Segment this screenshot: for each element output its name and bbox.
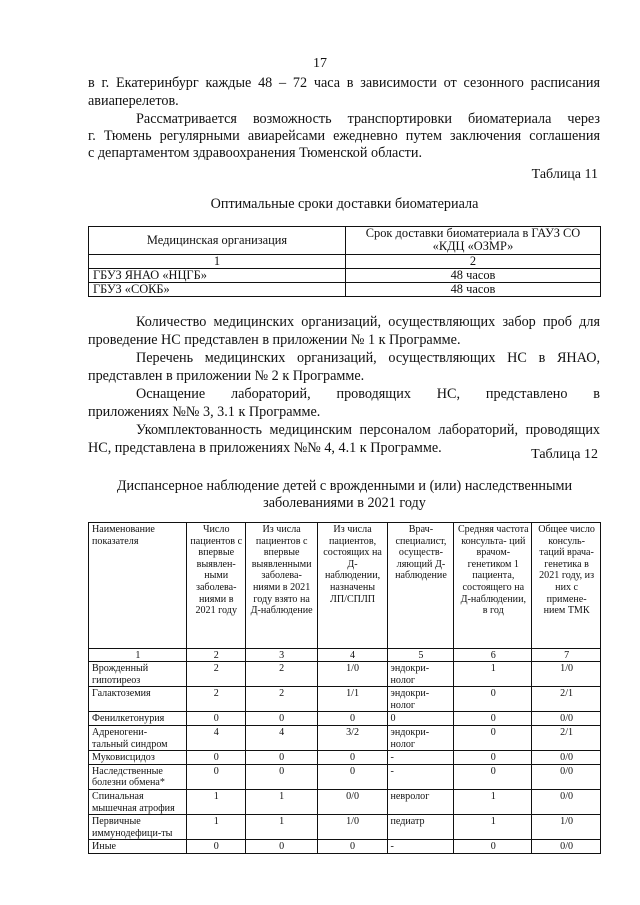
table-cell: 0	[454, 725, 532, 750]
table-cell: Врожденный гипотиреоз	[89, 662, 187, 687]
paragraph-line: проведение НС представлен в приложении № 1 к Программе.	[88, 332, 461, 348]
table-header-row	[89, 227, 601, 255]
table-cell: 3/2	[317, 725, 387, 750]
table-cell: 0/0	[532, 751, 601, 765]
table-row	[89, 662, 601, 687]
table-header-row	[89, 523, 601, 649]
table-cell: Галактоземия	[89, 687, 187, 712]
table-cell: 0	[317, 764, 387, 789]
table-header-cell: Общее число консуль- таций врача-генетика в 2021 году, из них с примене- нием ТМК	[532, 523, 601, 649]
table-cell: 2	[186, 662, 245, 687]
table-cell: Спинальная мышечная атрофия	[89, 789, 187, 814]
dispensary-table	[88, 522, 601, 854]
paragraph-line: НС, представлена в приложениях №№ 4, 4.1 к Программе.	[88, 440, 442, 456]
paragraph-line: представлен в приложении № 2 к Программе.	[88, 368, 365, 384]
table-label: Таблица 12	[531, 447, 598, 462]
table-cell: 1	[245, 789, 317, 814]
table-cell: ГБУЗ «СОКБ»	[89, 283, 346, 297]
table-cell: 2	[186, 649, 245, 662]
table-cell: 0	[317, 712, 387, 726]
table-cell: ГБУЗ ЯНАО «НЦГБ»	[89, 269, 346, 283]
table-cell: педиатр	[387, 815, 454, 840]
table-cell: 5	[387, 649, 454, 662]
table-cell: 1	[89, 649, 187, 662]
table-row	[89, 725, 601, 750]
table-cell: 2/1	[532, 725, 601, 750]
table-row	[89, 255, 601, 269]
table-cell: Иные	[89, 840, 187, 854]
table-cell: 4	[317, 649, 387, 662]
table-cell: 1	[454, 662, 532, 687]
table-cell: 1/1	[317, 687, 387, 712]
table-cell: 1	[454, 789, 532, 814]
table-header-cell: Срок доставки биоматериала в ГАУЗ СО «КДЦ «ОЗМР»	[346, 227, 601, 255]
table-row	[89, 269, 601, 283]
table-cell: 0	[245, 751, 317, 765]
paragraph-line: г. Тюмень регулярными авиарейсами ежедневно путем заключения соглашения	[88, 128, 600, 144]
table-header-cell: Число пациентов с впервые выявлен- ными заболева- ниями в 2021 году	[186, 523, 245, 649]
table-cell: 6	[454, 649, 532, 662]
table-cell: Фенилкетонурия	[89, 712, 187, 726]
table-cell: 0/0	[532, 840, 601, 854]
table-cell: 1/0	[532, 662, 601, 687]
table-cell: 1/0	[532, 815, 601, 840]
table-cell: 0	[245, 712, 317, 726]
table-row	[89, 712, 601, 726]
table-cell: 0	[317, 840, 387, 854]
table-cell: 0	[387, 712, 454, 726]
table-row	[89, 840, 601, 854]
table-cell: 1	[245, 815, 317, 840]
table-cell: 0/0	[532, 789, 601, 814]
table-cell: 48 часов	[346, 269, 601, 283]
table-title: заболеваниями в 2021 году	[263, 495, 426, 511]
table-cell: 1	[186, 789, 245, 814]
table-cell: 0	[454, 764, 532, 789]
paragraph-line: приложениях №№ 3, 3.1 к Программе.	[88, 404, 321, 420]
table-cell: 0/0	[532, 764, 601, 789]
table-cell: -	[387, 764, 454, 789]
table-cell: 1	[454, 815, 532, 840]
table-header-cell: Наименование показателя	[89, 523, 187, 649]
table-cell: 0	[186, 840, 245, 854]
paragraph-line: Оснащение лабораторий, проводящих НС, представлено в	[136, 386, 600, 402]
table-cell: 2/1	[532, 687, 601, 712]
table-cell: 48 часов	[346, 283, 601, 297]
paragraph-line: в г. Екатеринбург каждые 48 – 72 часа в зависимости от сезонного расписания	[88, 75, 600, 91]
table-cell: эндокри- нолог	[387, 662, 454, 687]
table-row	[89, 283, 601, 297]
table-cell: 1	[186, 815, 245, 840]
table-cell: 2	[245, 662, 317, 687]
table-cell: Адреногени- тальный синдром	[89, 725, 187, 750]
table-header-cell: Средняя частота консульта- ций врачом-генетиком 1 пациента, состоящего на Д-наблюдении, в год	[454, 523, 532, 649]
table-row	[89, 751, 601, 765]
table-label: Таблица 11	[531, 167, 598, 182]
table-cell: Наследственные болезни обмена*	[89, 764, 187, 789]
table-cell: 0	[454, 687, 532, 712]
table-cell: Муковисцидоз	[89, 751, 187, 765]
table-cell: 0	[245, 840, 317, 854]
table-title: Оптимальные сроки доставки биоматериала	[210, 196, 479, 212]
table-cell: -	[387, 840, 454, 854]
table-cell: 1	[89, 255, 346, 269]
table-cell: 0/0	[532, 712, 601, 726]
table-cell: 0	[186, 712, 245, 726]
table-row	[89, 687, 601, 712]
table-cell: 0	[454, 840, 532, 854]
table-row	[89, 789, 601, 814]
table-cell: -	[387, 751, 454, 765]
table-cell: Первичные иммунодефици-ты	[89, 815, 187, 840]
table-header-cell: Из числа пациентов с впервые выявленными заболева- ниями в 2021 году взято на Д-наблюдение	[245, 523, 317, 649]
paragraph-line: Рассматривается возможность транспортировки биоматериала через	[136, 111, 600, 127]
table-cell: 2	[245, 687, 317, 712]
table-cell: эндокри- нолог	[387, 725, 454, 750]
table-cell: 0	[245, 764, 317, 789]
table-header-cell: Медицинская организация	[89, 227, 346, 255]
table-cell: 2	[346, 255, 601, 269]
table-cell: 2	[186, 687, 245, 712]
table-cell: 0/0	[317, 789, 387, 814]
table-cell: 0	[186, 764, 245, 789]
table-cell: 4	[186, 725, 245, 750]
table-cell: 4	[245, 725, 317, 750]
table-cell: 0	[186, 751, 245, 765]
table-title: Диспансерное наблюдение детей с врожденными и (или) наследственными	[116, 478, 573, 494]
table-row	[89, 815, 601, 840]
table-cell: 7	[532, 649, 601, 662]
paragraph-line: с департаментом здравоохранения Тюменской области.	[88, 145, 422, 161]
table-row	[89, 764, 601, 789]
page-number: 17	[313, 56, 327, 71]
table-cell: невролог	[387, 789, 454, 814]
table-row	[89, 649, 601, 662]
table-header-cell: Врач-специалист, осуществ- ляющий Д-наблюдение	[387, 523, 454, 649]
paragraph-line: Перечень медицинских организаций, осуществляющих НС в ЯНАО,	[136, 350, 600, 366]
paragraph-line: авиаперелетов.	[88, 93, 179, 109]
table-cell: 0	[317, 751, 387, 765]
paragraph-line: Количество медицинских организаций, осуществляющих забор проб для	[136, 314, 600, 330]
table-cell: эндокри- нолог	[387, 687, 454, 712]
table-cell: 0	[454, 751, 532, 765]
paragraph-line: Укомплектованность медицинским персоналом лабораторий, проводящих	[136, 422, 600, 438]
delivery-table	[88, 226, 601, 297]
table-cell: 3	[245, 649, 317, 662]
table-cell: 0	[454, 712, 532, 726]
table-cell: 1/0	[317, 662, 387, 687]
table-header-cell: Из числа пациентов, состоящих на Д-наблюдении, назначены ЛП/СПЛП	[317, 523, 387, 649]
table-cell: 1/0	[317, 815, 387, 840]
